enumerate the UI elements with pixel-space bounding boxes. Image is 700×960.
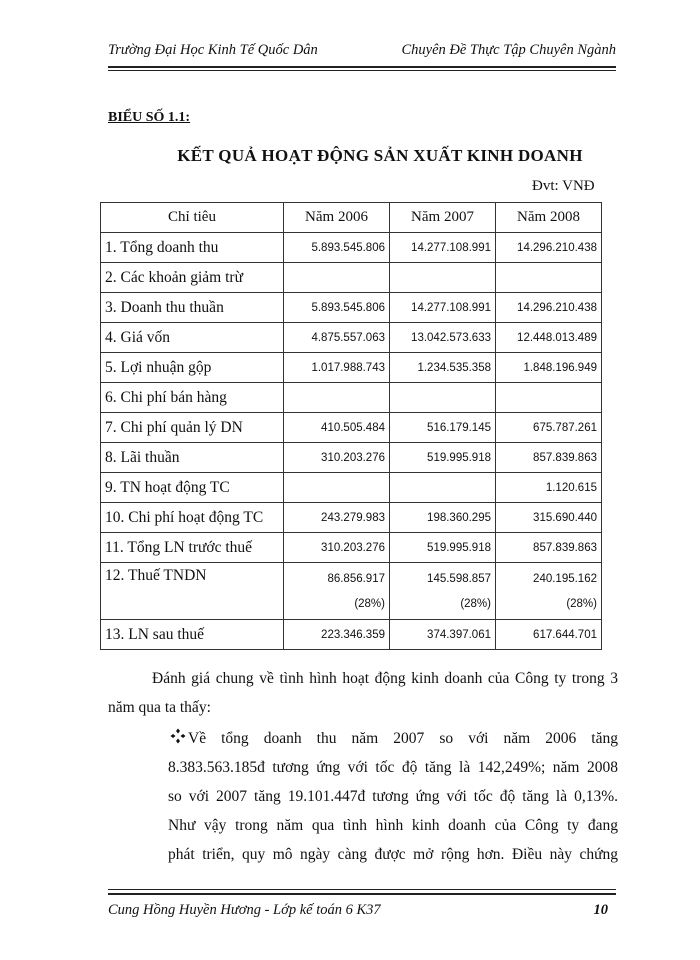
row-label: 6. Chi phí bán hàng	[101, 383, 284, 413]
cell-value: 14.277.108.991	[390, 293, 496, 323]
cell-value	[496, 383, 602, 413]
row-label: 4. Giá vốn	[101, 323, 284, 353]
cell-value: 12.448.013.489	[496, 323, 602, 353]
row-label: 1. Tổng doanh thu	[101, 233, 284, 263]
cell-value: 223.346.359	[284, 620, 390, 650]
row-label: 7. Chi phí quản lý DN	[101, 413, 284, 443]
table-row	[101, 293, 602, 323]
cell-value: 519.995.918	[390, 533, 496, 563]
bullet-line: so với 2007 tăng 19.101.447đ tương ứng với tốc độ tăng là 0,13%.	[168, 788, 618, 805]
cell-value: 857.839.863	[496, 533, 602, 563]
paragraph-line: Đánh giá chung về tình hình hoạt động kinh doanh của Công ty trong 3	[152, 670, 618, 687]
row-label: 3. Doanh thu thuần	[101, 293, 284, 323]
col-header-indicator: Chỉ tiêu	[101, 203, 284, 233]
cell-value: 1.120.615	[496, 473, 602, 503]
cell-value	[496, 563, 602, 620]
table-row	[101, 263, 602, 293]
cell-value: 4.875.557.063	[284, 323, 390, 353]
header-rule-thin	[108, 70, 616, 71]
table-row	[101, 323, 602, 353]
cell-value: 315.690.440	[496, 503, 602, 533]
footer-author: Cung Hồng Huyền Hương - Lớp kế toán 6 K37	[108, 902, 381, 918]
header-rule-thick	[108, 66, 616, 68]
cell-value: 617.644.701	[496, 620, 602, 650]
currency-unit: Đvt: VNĐ	[532, 178, 595, 194]
cell-value	[284, 563, 390, 620]
cell-value	[284, 473, 390, 503]
cell-value	[390, 383, 496, 413]
row-label: 8. Lãi thuần	[101, 443, 284, 473]
cell-value: 14.277.108.991	[390, 233, 496, 263]
footer-rule-thick	[108, 893, 616, 895]
cell-value: 243.279.983	[284, 503, 390, 533]
cell-value: 516.179.145	[390, 413, 496, 443]
table-row	[101, 503, 602, 533]
cell-value: 410.505.484	[284, 413, 390, 443]
row-label: 10. Chi phí hoạt động TC	[101, 503, 284, 533]
col-header-2008: Năm 2008	[496, 203, 602, 233]
header-school: Trường Đại Học Kinh Tế Quốc Dân	[108, 42, 318, 58]
cell-value: 1.848.196.949	[496, 353, 602, 383]
row-label: 5. Lợi nhuận gộp	[101, 353, 284, 383]
cell-value: 5.893.545.806	[284, 293, 390, 323]
table-row	[101, 620, 602, 650]
cell-value: 13.042.573.633	[390, 323, 496, 353]
table-row	[101, 443, 602, 473]
cell-value: 519.995.918	[390, 443, 496, 473]
table-row	[101, 233, 602, 263]
figure-label: BIỂU SỐ 1.1:	[108, 110, 191, 125]
row-label: 2. Các khoản giảm trừ	[101, 263, 284, 293]
tax-rate: (28%)	[354, 598, 385, 610]
cell-value: 310.203.276	[284, 443, 390, 473]
bullet-line: 8.383.563.185đ tương ứng với tốc độ tăng là 142,249%; năm 2008	[168, 759, 618, 776]
bullet-line: Như vậy trong năm qua tình hình kinh doanh của Công ty đang	[168, 817, 618, 834]
bullet-line: phát triển, quy mô ngày càng được mở rộng hơn. Điều này chứng	[168, 846, 618, 863]
tax-amount: 240.195.162	[533, 573, 597, 585]
results-table	[100, 202, 602, 650]
table-row	[101, 533, 602, 563]
cell-value: 14.296.210.438	[496, 293, 602, 323]
tax-rate: (28%)	[460, 598, 491, 610]
tax-amount: 86.856.917	[327, 573, 385, 585]
cell-value: 198.360.295	[390, 503, 496, 533]
cell-value	[284, 263, 390, 293]
table-header-row	[101, 203, 602, 233]
cell-value: 5.893.545.806	[284, 233, 390, 263]
cell-value	[284, 383, 390, 413]
tax-rate: (28%)	[566, 598, 597, 610]
row-label: 13. LN sau thuế	[101, 620, 284, 650]
row-label: 12. Thuế TNDN	[101, 563, 284, 620]
cell-value: 14.296.210.438	[496, 233, 602, 263]
table-row	[101, 563, 602, 620]
tax-amount: 145.598.857	[427, 573, 491, 585]
table-row	[101, 383, 602, 413]
cell-value: 857.839.863	[496, 443, 602, 473]
diamond-bullet-icon	[170, 724, 186, 753]
summary-paragraph	[108, 664, 618, 722]
page-number: 10	[593, 902, 608, 918]
col-header-2007: Năm 2007	[390, 203, 496, 233]
page-footer	[108, 902, 616, 926]
cell-value: 1.017.988.743	[284, 353, 390, 383]
cell-value	[390, 263, 496, 293]
report-title: KẾT QUẢ HOẠT ĐỘNG SẢN XUẤT KINH DOANH	[177, 146, 583, 165]
bullet-text	[168, 724, 618, 869]
cell-value	[390, 473, 496, 503]
page-header	[108, 42, 616, 66]
cell-value: 374.397.061	[390, 620, 496, 650]
table-row	[101, 473, 602, 503]
table-row	[101, 353, 602, 383]
header-topic: Chuyên Đề Thực Tập Chuyên Ngành	[401, 42, 616, 58]
row-label: 11. Tổng LN trước thuế	[101, 533, 284, 563]
cell-value	[390, 563, 496, 620]
cell-value: 675.787.261	[496, 413, 602, 443]
col-header-2006: Năm 2006	[284, 203, 390, 233]
footer-rule-thin	[108, 889, 616, 890]
bullet-line: Về tổng doanh thu năm 2007 so với năm 2006 tăng	[188, 730, 618, 747]
row-label: 9. TN hoạt động TC	[101, 473, 284, 503]
cell-value	[496, 263, 602, 293]
cell-value: 1.234.535.358	[390, 353, 496, 383]
cell-value: 310.203.276	[284, 533, 390, 563]
paragraph-line: năm qua ta thấy:	[108, 699, 211, 716]
table-row	[101, 413, 602, 443]
